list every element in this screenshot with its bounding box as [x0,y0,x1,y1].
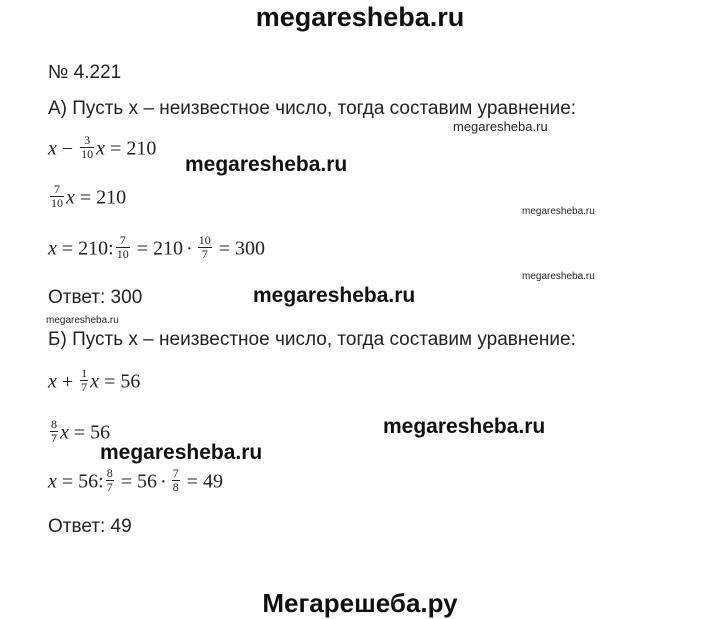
watermark-large-3: megaresheba.ru [383,415,546,438]
site-footer-title: Мегарешеба.ру [262,588,458,618]
part-b-answer: Ответ: 49 [48,516,132,537]
site-header-title: megaresheba.ru [255,2,465,32]
fraction: $\frac{7}{10}$ [116,233,129,261]
watermark-tiny-1: megaresheba.ru [522,206,595,217]
part-b-equation-2: $\frac{8}{7}$ x = 56 [51,417,111,445]
watermark-large-4: megaresheba.ru [100,441,263,464]
part-b-equation-1: x + $\frac{1}{7}$ x = 56 [48,366,141,394]
part-a-equation-2: $\frac{7}{10}$ x = 210 [51,182,127,210]
watermark-tiny-2: megaresheba.ru [522,271,595,282]
part-a-equation-3: x = 210: $\frac{7}{10}$ = 210 · $\frac{10}{7}$ = 300 [48,233,265,261]
watermark-large-2: megaresheba.ru [253,284,416,307]
fraction: $\frac{10}{7}$ [198,233,211,261]
fraction: $\frac{7}{8}$ [172,466,179,494]
part-b-intro: Б) Пусть х – неизвестное число, тогда составим уравнение: [48,329,576,350]
watermark-large-1: megaresheba.ru [185,153,348,176]
part-a-equation-1: x − $\frac{3}{10}$ x = 210 [48,133,157,161]
watermark-small-1: megaresheba.ru [453,119,548,134]
fraction: $\frac{1}{7}$ [81,366,88,394]
watermark-tiny-3: megaresheba.ru [46,315,119,326]
part-a-answer: Ответ: 300 [48,287,143,308]
fraction: $\frac{7}{10}$ [51,182,63,210]
problem-number: № 4.221 [48,62,122,83]
fraction: $\frac{8}{7}$ [51,417,57,445]
fraction: $\frac{3}{10}$ [81,133,94,161]
fraction: $\frac{8}{7}$ [106,466,113,494]
part-a-intro: А) Пусть х – неизвестное число, тогда составим уравнение: [48,98,577,119]
part-b-equation-3: x = 56: $\frac{8}{7}$ = 56 · $\frac{7}{8}$ = 49 [48,466,223,494]
